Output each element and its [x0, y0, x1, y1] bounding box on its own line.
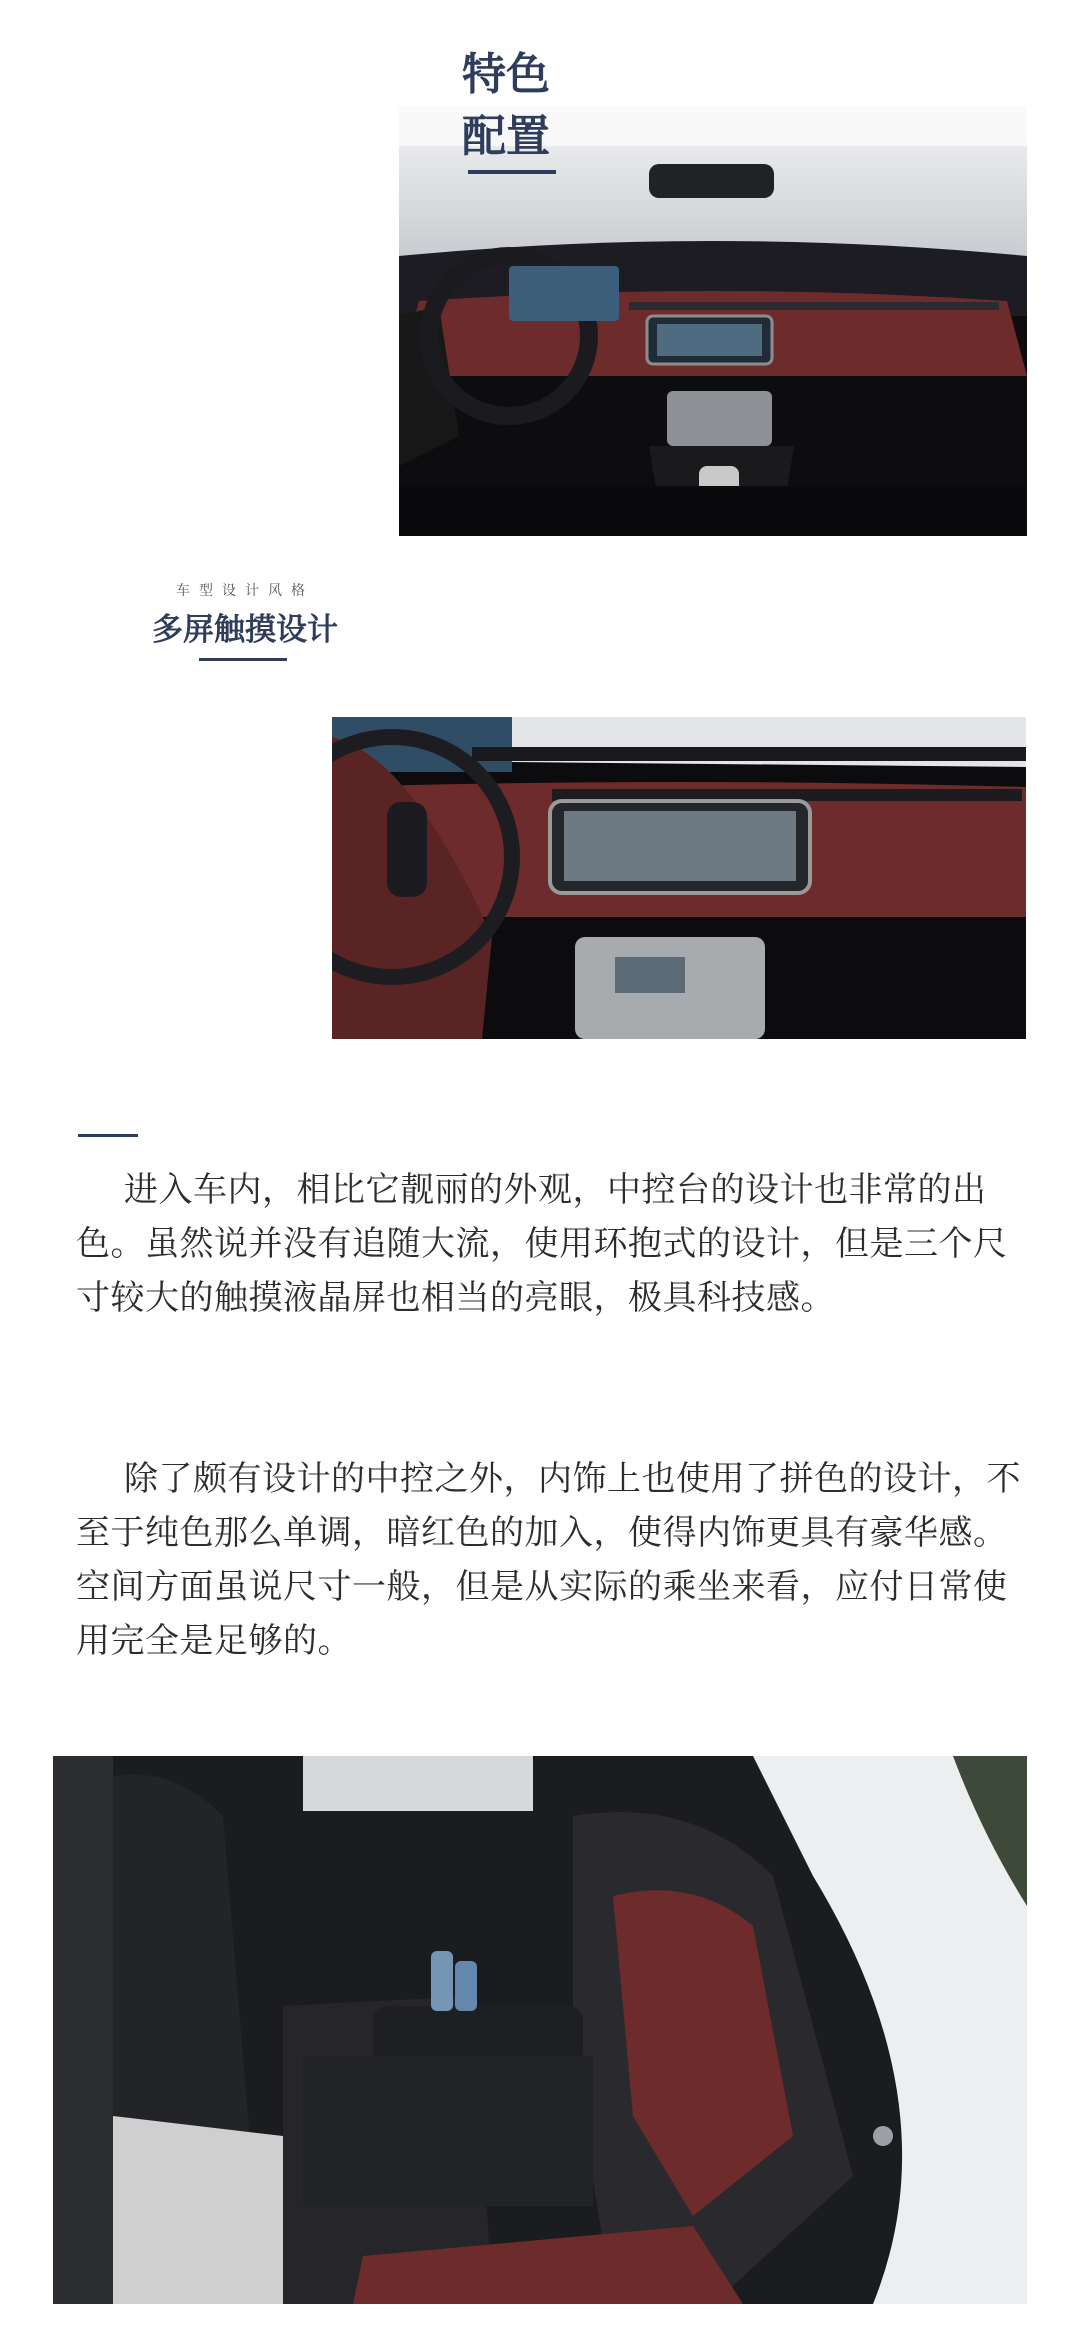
feature-title	[462, 44, 582, 168]
feature-title-line2: 配置	[462, 111, 550, 162]
feature-title-line1: 特色	[462, 49, 550, 100]
text-divider	[78, 1134, 138, 1137]
section-title-underline	[199, 658, 287, 661]
rear-seats-illustration	[53, 1756, 1027, 2304]
section-subtitle: 车型设计风格	[176, 583, 314, 599]
rear-seats-photo	[53, 1756, 1027, 2304]
center-console-illustration	[332, 717, 1026, 1039]
paragraph-2: 除了颇有设计的中控之外，内饰上也使用了拼色的设计，不至于纯色那么单调，暗红色的加入，使得内饰更具有豪华感。空间方面虽说尺寸一般，但是从实际的乘坐来看，应付日常使用完全是足够的。	[76, 1459, 1021, 1661]
paragraph-1: 进入车内，相比它靓丽的外观，中控台的设计也非常的出色。虽然说并没有追随大流，使用环抱式的设计，但是三个尺寸较大的触摸液晶屏也相当的亮眼，极具科技感。	[76, 1170, 1008, 1318]
feature-title-underline	[468, 170, 556, 174]
section-title: 多屏触摸设计	[152, 612, 338, 648]
center-console-photo	[332, 717, 1026, 1039]
